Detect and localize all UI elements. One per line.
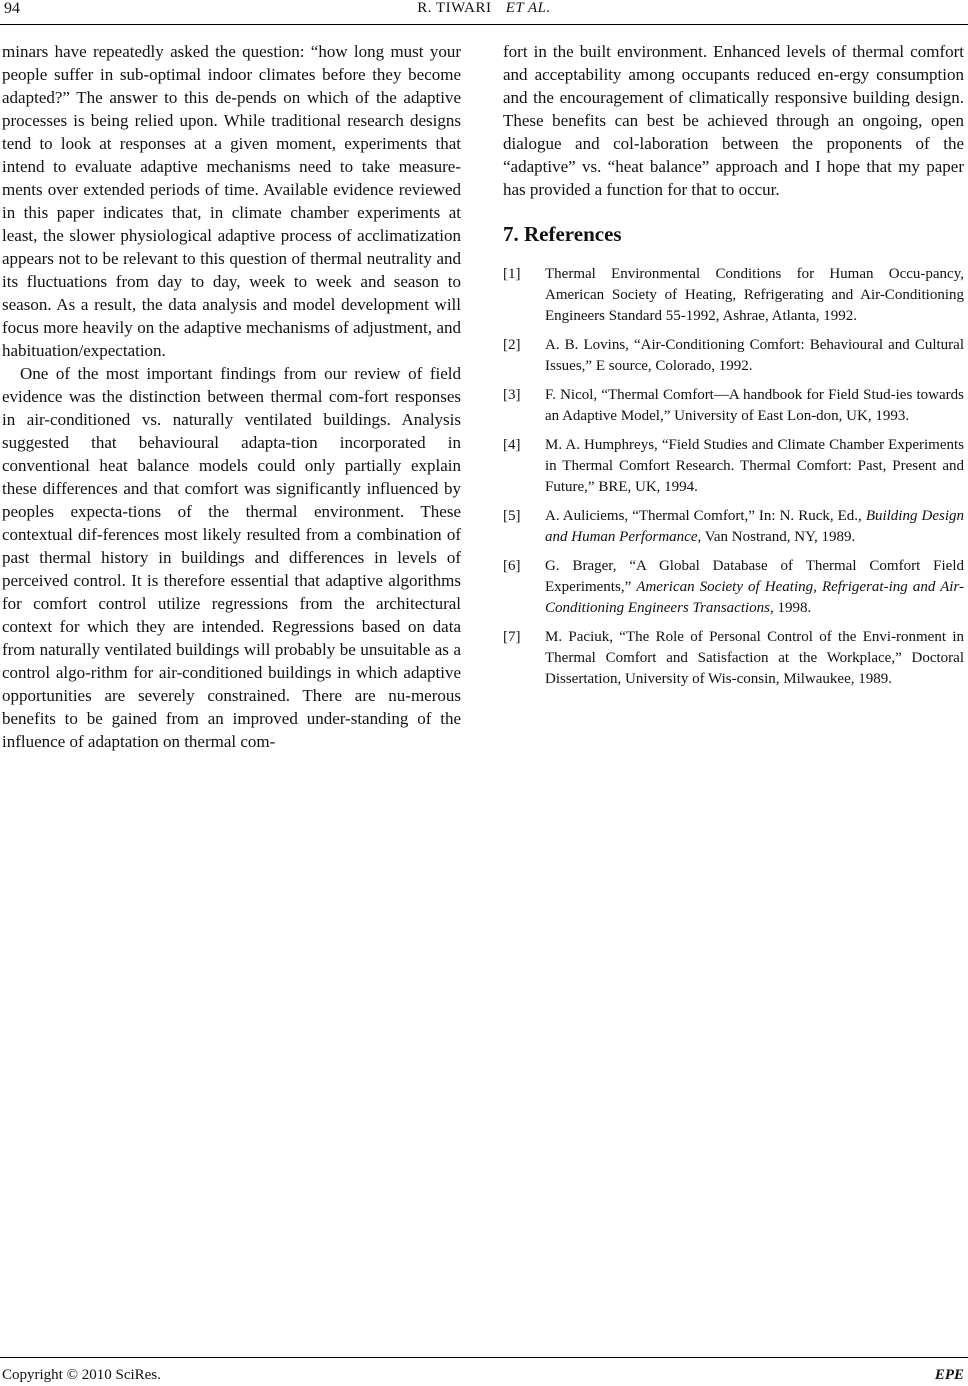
reference-item: [503, 627, 964, 690]
reference-text: Thermal Environmental Conditions for Human Occu-pancy, American Society of Heating, Refrigerating and Air-Conditioning Engineers Standard 55-1992, Ashrae, Atlanta, 1992.: [545, 266, 964, 324]
body-paragraph: minars have repeatedly asked the question: “how long must your people suffer in sub-optimal indoor climates before they become adapted?” The answer to this de-pends on which of the adaptive processes is being relied upon. While traditional research designs tend to look at responses at a given moment, experiments that intend to evaluate adaptive mechanisms need to take measure-ments over extended periods of time. Available evidence reviewed in this paper indicates that, in climate chamber experiments at least, the slower physiological adaptive process of acclimatization appears not to be relevant to this question of thermal neutrality and its fluctuations from day to day, week to week and season to season. As a result, the data analysis and model development will focus more heavily on the adaptive mechanisms of adjustment, and habituation/expectation.: [2, 42, 461, 360]
running-head-authors: R. TIWARI: [417, 0, 492, 16]
header-rule: [0, 24, 968, 25]
left-column: [2, 40, 461, 753]
reference-number: [7]: [503, 629, 521, 645]
body-paragraph-continuation: fort in the built environment. Enhanced levels of thermal comfort and acceptability among occupants reduced en-ergy consumption and the encouragement of climatically responsive building design. These benefits can best be achieved through an ongoing, open dialogue and col-laboration between the proponents of the “adaptive” vs. “heat balance” approach and I hope that my paper has provided a function for that to occur.: [503, 42, 964, 199]
right-column: [503, 40, 964, 698]
reference-number: [2]: [503, 337, 521, 353]
journal-abbreviation: EPE: [934, 1367, 964, 1383]
reference-item: [503, 556, 964, 619]
page-header: [0, 0, 968, 24]
section-title: 7. References: [503, 222, 622, 246]
reference-number: [6]: [503, 558, 521, 574]
reference-number: [1]: [503, 266, 521, 282]
body-paragraph: One of the most important findings from our review of field evidence was the distinction between thermal com-fort responses in air-conditioned vs. naturally ventilated buildings. Analysis suggested that behavioural adapta-tion incorporated in conventional heat balance models could only partially explain these differences and that comfort was significantly influenced by peoples expecta-tions of the thermal environment. These contextual dif-ferences most likely resulted from a combination of past thermal history in buildings and differences in levels of perceived control. It is therefore essential that adaptive algorithms for comfort control utilize regressions from the architectural context for which they are intended. Regressions based on data from naturally ventilated buildings will probably be unsuitable as a control algo-rithm for air-conditioned buildings in which adaptive opportunities are severely constrained. There are nu-merous benefits to be gained from an improved under-standing of the influence of adaptation on thermal com-: [2, 364, 461, 751]
reference-text: A. Auliciems, “Thermal Comfort,” In: N. Ruck, Ed.,: [545, 508, 866, 524]
reference-item: [503, 385, 964, 427]
footer-rule: [0, 1357, 968, 1358]
reference-item: [503, 506, 964, 548]
reference-text: M. Paciuk, “The Role of Personal Control of the Envi-ronment in Thermal Comfort and Satisfaction at the Workplace,” Doctoral Dissertation, University of Wis-consin, Milwaukee, 1989.: [545, 629, 964, 687]
reference-item: [503, 264, 964, 327]
reference-number: [3]: [503, 387, 521, 403]
running-head: [0, 0, 968, 17]
reference-item: [503, 435, 964, 498]
reference-text: F. Nicol, “Thermal Comfort—A handbook for Field Stud-ies towards an Adaptive Model,” University of East Lon-don, UK, 1993.: [545, 387, 964, 424]
reference-text-tail: , Van Nostrand, NY, 1989.: [697, 529, 856, 545]
page-footer: [0, 1357, 968, 1386]
page-number: 94: [4, 0, 20, 17]
reference-item: [503, 335, 964, 377]
reference-text: A. B. Lovins, “Air-Conditioning Comfort: Behavioural and Cultural Issues,” E source, Colorado, 1992.: [545, 337, 964, 374]
reference-text: M. A. Humphreys, “Field Studies and Climate Chamber Experiments in Thermal Comfort Research. Thermal Comfort: Past, Present and Future,” BRE, UK, 1994.: [545, 437, 964, 495]
reference-text-tail: , 1998.: [770, 600, 812, 616]
reference-italic-title: Building Design and Human Performance: [545, 508, 964, 545]
reference-text: G. Brager, “A Global Database of Thermal Comfort Field Experiments,”: [545, 558, 964, 595]
reference-italic-title: American Society of Heating, Refrigerat-ing and Air-Conditioning Engineers Transactions: [545, 579, 964, 616]
running-head-et-al: ET AL.: [505, 0, 551, 16]
reference-list: [503, 264, 964, 690]
copyright-notice: Copyright © 2010 SciRes.: [2, 1367, 161, 1383]
reference-number: [5]: [503, 508, 521, 524]
reference-number: [4]: [503, 437, 521, 453]
